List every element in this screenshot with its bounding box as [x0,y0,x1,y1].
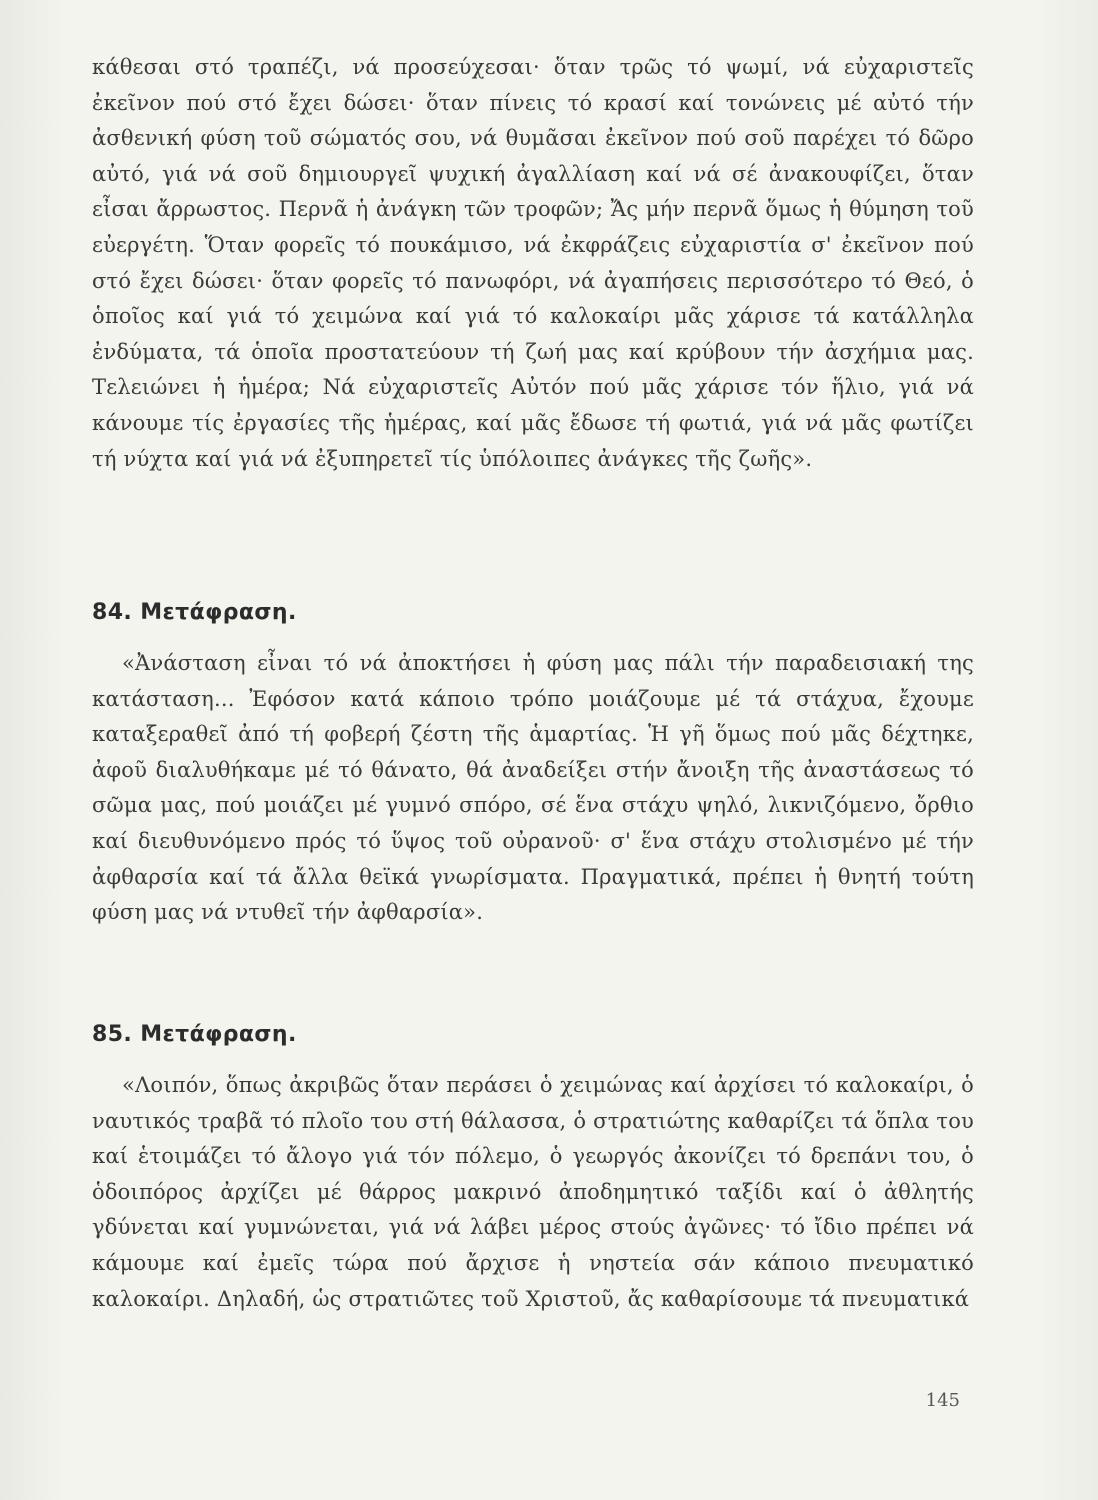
section-84-body [92,646,974,931]
continued-paragraph [92,50,974,477]
section-85-body [92,1068,974,1317]
section-85-heading: 85. Μετάφραση. [92,1022,297,1047]
top-paragraph-text: κάθεσαι στό τραπέζι, νά προσεύχεσαι· ὅταν τρῶς τό ψωμί, νά εὐχαριστεῖς ἐκεῖνον πού στό ἔχει δώσει· ὅταν πίνεις τό κρασί καί τονώνεις μέ αὐτό τήν ἀσθενική φύση τοῦ σώματός σου, νά θυμᾶσαι ἐκεῖνον πού σοῦ παρέχει τό δῶρο αὐτό, γιά νά σοῦ δημιουργεῖ ψυχική ἀγαλλίαση καί νά σέ ἀνακουφίζει, ὅταν εἶσαι ἄρρωστος. Περνᾶ ἡ ἀνάγκη τῶν τροφῶν; Ἄς μήν περνᾶ ὅμως ἡ θύμηση τοῦ εὐεργέτη. Ὅταν φορεῖς τό πουκάμισο, νά ἐκφράζεις εὐχαριστία σ' ἐκεῖνον πού στό ἔχει δώσει· ὅταν φορεῖς τό πανωφόρι, νά ἀγαπήσεις περισσότερο τό Θεό, ὁ ὁποῖος καί γιά τό χειμώνα καί γιά τό καλοκαίρι μᾶς χάρισε τά κατάλληλα ἐνδύματα, τά ὁποῖα προστατεύουν τή ζωή μας καί κρύβουν τήν ἀσχήμια μας. Τελειώνει ἡ ἡμέρα; Νά εὐχαριστεῖς Αὐτόν πού μᾶς χάρισε τόν ἥλιο, γιά νά κάνουμε τίς ἐργασίες τῆς ἡμέρας, καί μᾶς ἔδωσε τή φωτιά, γιά νά μᾶς φωτίζει τή νύχτα καί γιά νά ἐξυπηρετεῖ τίς ὑπόλοιπες ἀνάγκες τῆς ζωῆς». [92,55,974,471]
section-84-heading: 84. Μετάφραση. [92,600,297,625]
page-number: 145 [925,1390,960,1411]
section-85-paragraph: «Λοιπόν, ὅπως ἀκριβῶς ὅταν περάσει ὁ χειμώνας καί ἀρχίσει τό καλοκαίρι, ὁ ναυτικός τραβᾶ τό πλοῖο του στή θάλασσα, ὁ στρατιώτης καθαρίζει τά ὅπλα του καί ἑτοιμάζει τό ἄλογο γιά τόν πόλεμο, ὁ γεωργός ἀκονίζει τό δρεπάνι του, ὁ ὁδοιπόρος ἀρχίζει μέ θάρρος μακρινό ἀποδημητικό ταξίδι καί ὁ ἀθλητής γδύνεται καί γυμνώνεται, γιά νά λάβει μέρος στούς ἀγῶνες· τό ἴδιο πρέπει νά κάμουμε καί ἐμεῖς τώρα πού ἄρχισε ἡ νηστεία σάν κάποιο πνευματικό καλοκαίρι. Δηλαδή, ὡς στρατιῶτες τοῦ Χριστοῦ, ἄς καθαρίσουμε τά πνευματικά [92,1073,974,1311]
section-84-paragraph: «Ἀνάσταση εἶναι τό νά ἀποκτήσει ἡ φύση μας πάλι τήν παραδεισιακή της κατάσταση... Ἐφόσον κατά κάποιο τρόπο μοιάζουμε μέ τά στάχυα, ἔχουμε καταξεραθεῖ ἀπό τή φοβερή ζέστη τῆς ἁμαρτίας. Ἡ γῆ ὅμως πού μᾶς δέχτηκε, ἀφοῦ διαλυθήκαμε μέ τό θάνατο, θά ἀναδείξει στήν ἄνοιξη τῆς ἀναστάσεως τό σῶμα μας, πού μοιάζει μέ γυμνό σπόρο, σέ ἕνα στάχυ ψηλό, λικνιζόμενο, ὄρθιο καί διευθυνόμενο πρός τό ὕψος τοῦ οὐρανοῦ· σ' ἕνα στάχυ στολισμένο μέ τήν ἀφθαρσία καί τά ἄλλα θεϊκά γνωρίσματα. Πραγματικά, πρέπει ἡ θνητή τούτη φύση μας νά ντυθεῖ τήν ἀφθαρσία». [92,651,974,925]
